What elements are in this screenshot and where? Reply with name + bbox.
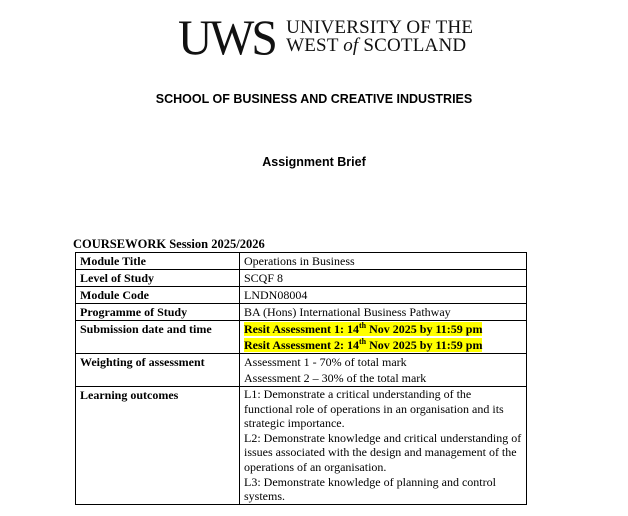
resit-2-pre: Resit Assessment 2: 14 (244, 338, 359, 352)
table-row (76, 321, 527, 354)
resit-1-date (244, 321, 522, 337)
module-title-label: Module Title (76, 253, 240, 270)
brief-title: Assignment Brief (262, 155, 366, 169)
level-label: Level of Study (76, 270, 240, 287)
table-row (76, 287, 527, 304)
level-value: SCQF 8 (240, 270, 527, 287)
module-title-value: Operations in Business (240, 253, 527, 270)
programme-value: BA (Hons) International Business Pathway (240, 304, 527, 321)
outcome-l3: L3: Demonstrate knowledge of planning and control systems. (244, 474, 496, 504)
submission-value (240, 321, 527, 354)
table-row (76, 270, 527, 287)
logo-wordmark (286, 19, 473, 55)
module-code-label: Module Code (76, 287, 240, 304)
outcomes-value (240, 387, 527, 505)
table-row (76, 304, 527, 321)
module-code-value: LNDN08004 (240, 287, 527, 304)
programme-label: Programme of Study (76, 304, 240, 321)
resit-2-post: Nov 2025 by 11:59 pm (366, 338, 483, 352)
resit-1-pre: Resit Assessment 1: 14 (244, 322, 359, 336)
weighting-2: Assessment 2 – 30% of the total mark (244, 371, 427, 385)
resit-2-sup: th (359, 337, 367, 346)
session-label: COURSEWORK Session 2025/2026 (73, 237, 265, 251)
logo-line-2-b: SCOTLAND (358, 35, 467, 56)
table-row (76, 253, 527, 270)
outcome-l1: L1: Demonstrate a critical understanding of the functional role of operations in an organisation and its strategic importance. (244, 387, 504, 431)
university-logo (178, 9, 474, 65)
school-heading: SCHOOL OF BUSINESS AND CREATIVE INDUSTRIES (155, 92, 473, 106)
logo-line-2-of: of (343, 35, 359, 56)
submission-label: Submission date and time (76, 321, 240, 354)
resit-2-date (244, 337, 522, 353)
weighting-value (240, 354, 527, 387)
module-info-table (75, 252, 527, 505)
resit-1-sup: th (359, 321, 367, 330)
logo-line-2-a: WEST (286, 35, 344, 56)
outcomes-label: Learning outcomes (76, 387, 240, 505)
resit-1-post: Nov 2025 by 11:59 pm (366, 322, 483, 336)
table-row (76, 387, 527, 505)
logo-line-1: UNIVERSITY OF THE (286, 17, 474, 38)
logo-mark: UWS (178, 9, 276, 65)
outcome-l2: L2: Demonstrate knowledge and critical understanding of issues associated with the design and management of the operations of an organisation. (244, 430, 522, 474)
weighting-1: Assessment 1 - 70% of total mark (244, 355, 407, 369)
logo-line-2 (286, 37, 473, 55)
weighting-label: Weighting of assessment (76, 354, 240, 387)
table-row (76, 354, 527, 387)
